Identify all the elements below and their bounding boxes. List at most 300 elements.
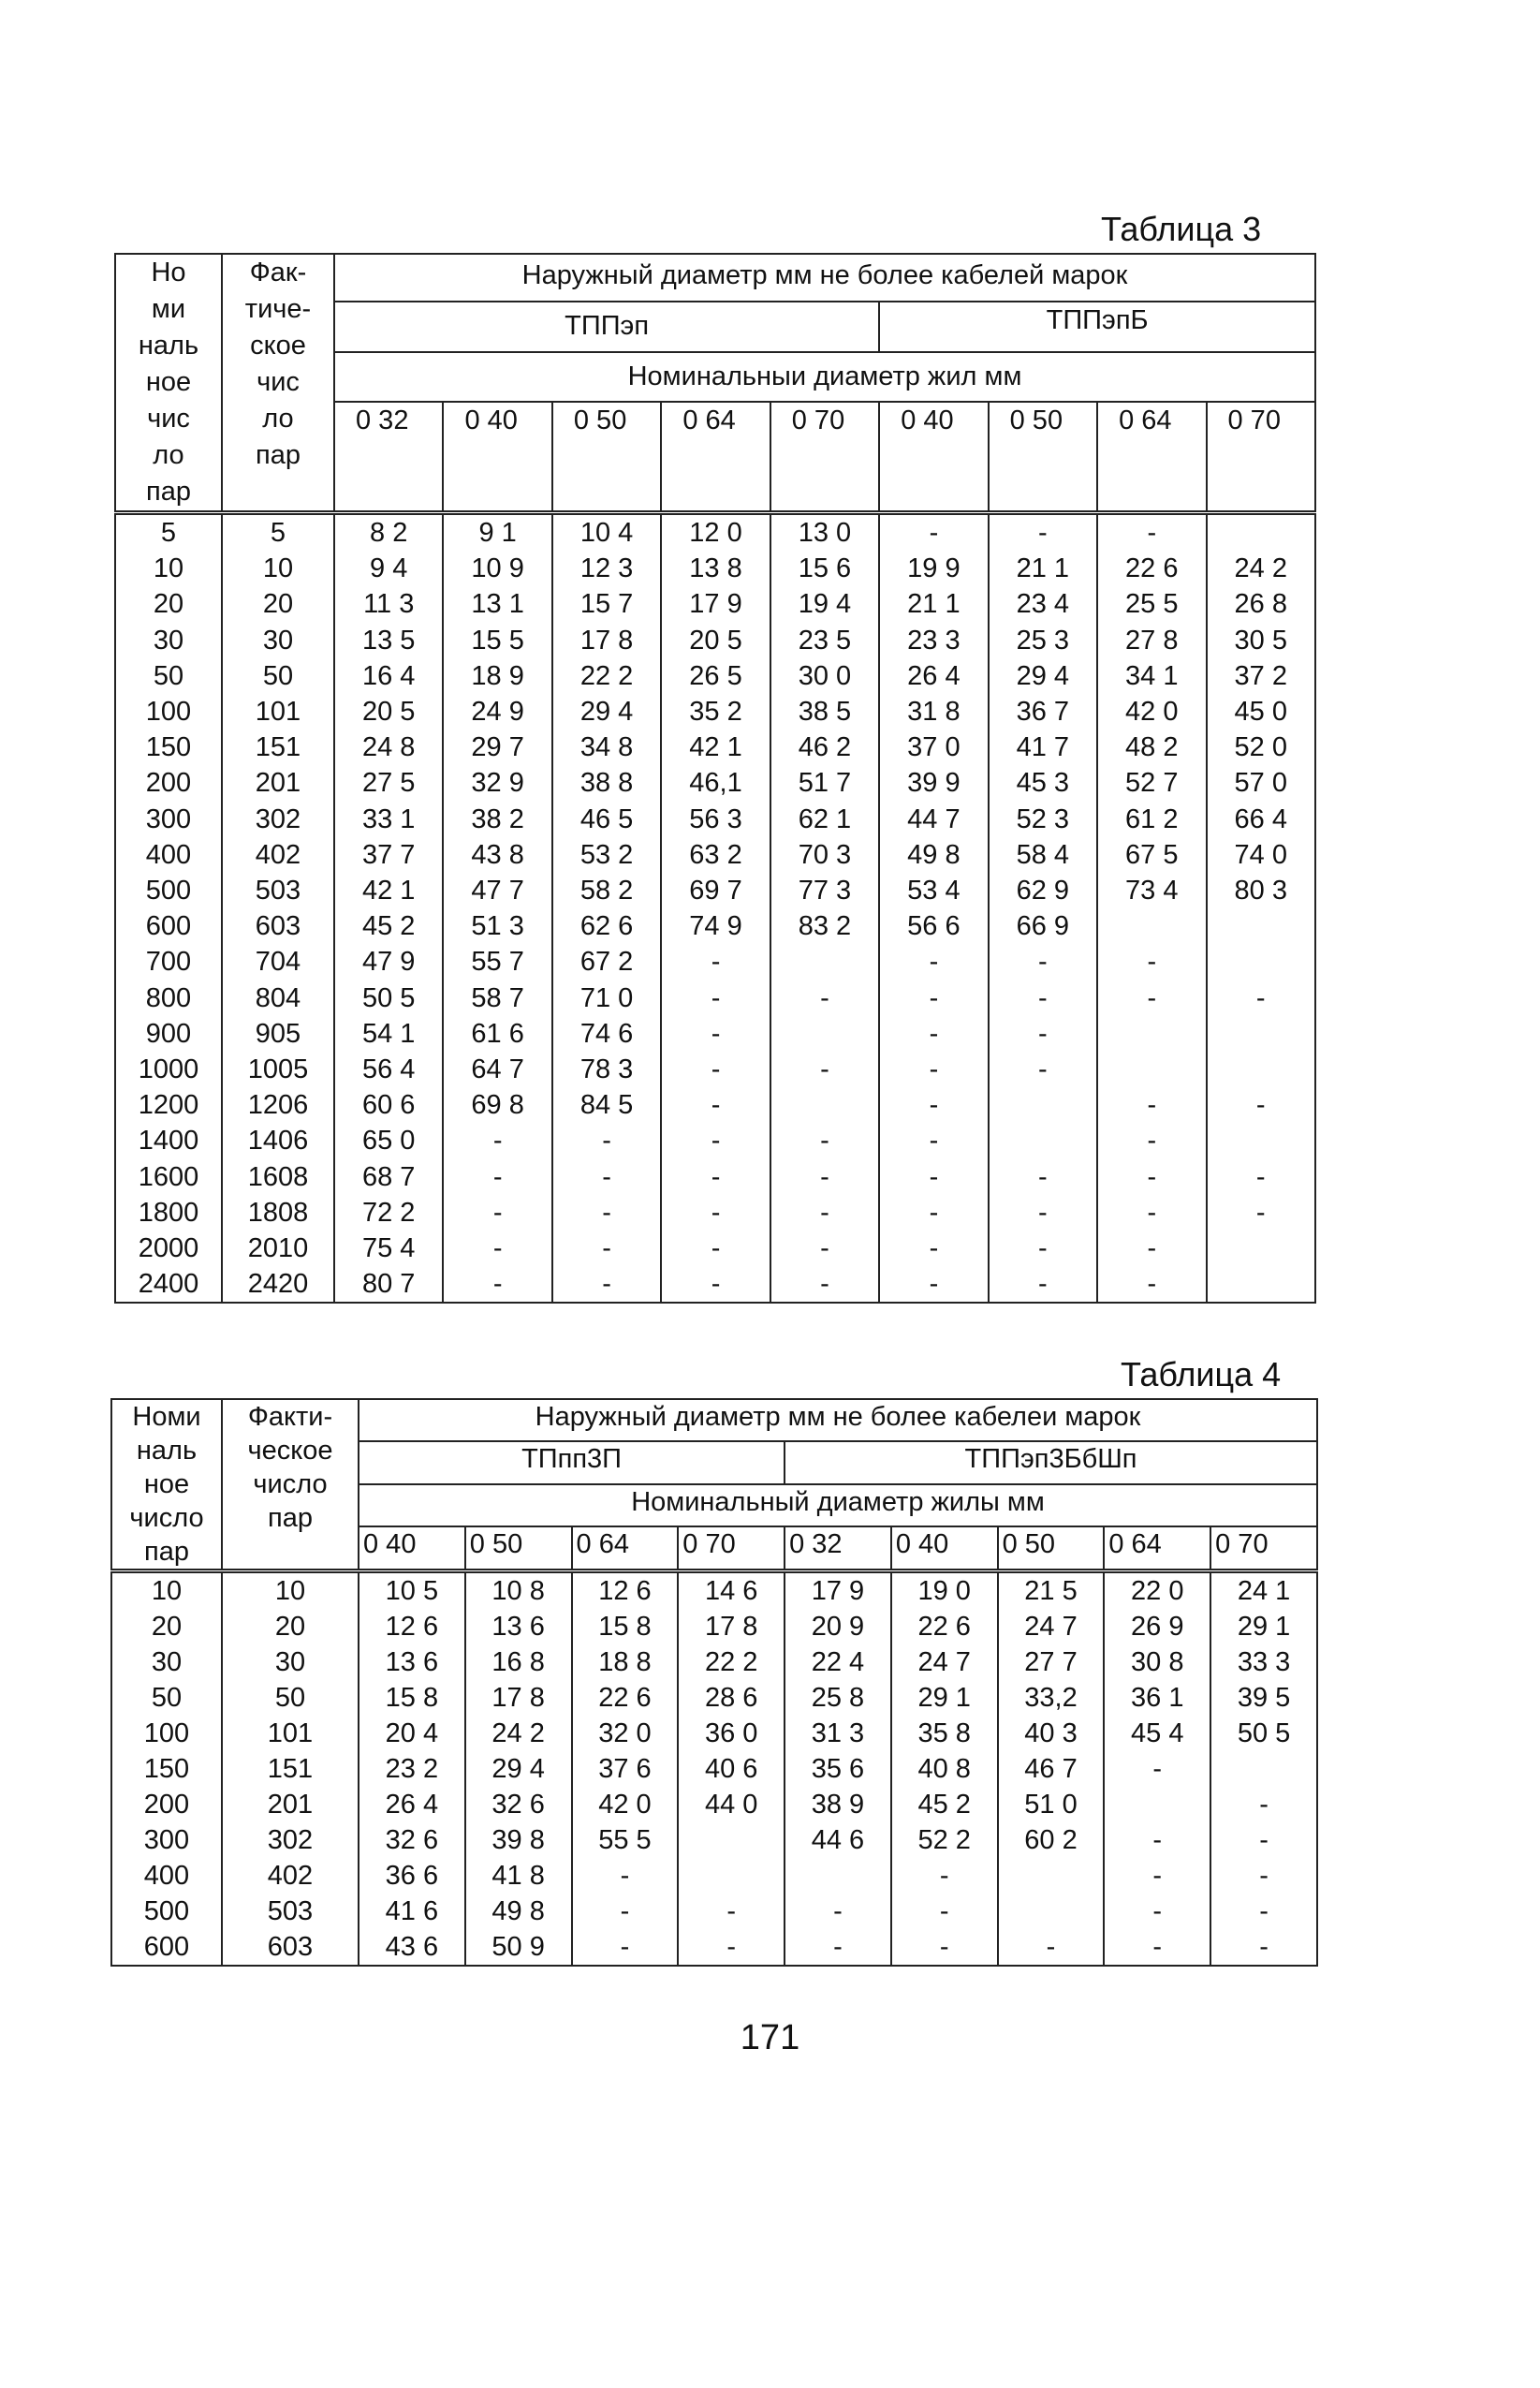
t4-cell: - bbox=[572, 1894, 679, 1929]
t4-cell: 10 bbox=[222, 1571, 359, 1610]
t4-cell: 24 7 bbox=[998, 1609, 1105, 1644]
t3-cell: 21 1 bbox=[989, 551, 1097, 586]
t3-cell: 1600 bbox=[115, 1159, 222, 1195]
t3-cell: 29 7 bbox=[443, 730, 551, 765]
t3-row bbox=[115, 730, 1315, 765]
t3-cell: 42 1 bbox=[334, 873, 443, 908]
t4-cell: 29 4 bbox=[465, 1751, 572, 1787]
t3-cell: - bbox=[989, 1195, 1097, 1231]
t4-cell: 100 bbox=[111, 1716, 222, 1751]
t4-cell: 42 0 bbox=[572, 1787, 679, 1822]
t4-cell: 22 6 bbox=[891, 1609, 998, 1644]
t3-h2-l4: ло bbox=[262, 404, 294, 434]
t4-dia-col: 0 40 bbox=[891, 1526, 998, 1570]
t3-cell: 29 4 bbox=[989, 658, 1097, 694]
t3-cell: 600 bbox=[115, 908, 222, 944]
t4-cell: 20 bbox=[222, 1609, 359, 1644]
t3-cell bbox=[1207, 1052, 1316, 1087]
t3-cell: 30 5 bbox=[1207, 623, 1316, 658]
t3-cell: 74 9 bbox=[661, 908, 770, 944]
t4-cell: 32 6 bbox=[359, 1822, 465, 1858]
t3-cell: 101 bbox=[222, 694, 334, 730]
t3-row bbox=[115, 944, 1315, 980]
t3-row bbox=[115, 1195, 1315, 1231]
t4-cell: - bbox=[785, 1929, 891, 1966]
t4-cell: 12 6 bbox=[359, 1609, 465, 1644]
t3-cell: 1400 bbox=[115, 1123, 222, 1158]
t3-h1-l4: чис bbox=[147, 404, 190, 434]
t3-cell: 55 7 bbox=[443, 944, 551, 980]
t3-cell: 700 bbox=[115, 944, 222, 980]
t3-cell: 20 bbox=[115, 586, 222, 622]
t4-cell: 25 8 bbox=[785, 1680, 891, 1716]
t4-cell: 22 2 bbox=[678, 1644, 785, 1680]
t4-cell: 20 9 bbox=[785, 1609, 891, 1644]
t3-cell: 47 9 bbox=[334, 944, 443, 980]
t4-h1-l1: наль bbox=[136, 1436, 198, 1466]
t3-cell: - bbox=[661, 1266, 770, 1303]
t3-cell: 66 4 bbox=[1207, 802, 1316, 837]
t3-cell bbox=[1207, 1231, 1316, 1266]
t4-header-brand-tppp3p: ТПпп3П bbox=[359, 1441, 785, 1483]
t4-cell: 21 5 bbox=[998, 1571, 1105, 1610]
t4-cell: 45 2 bbox=[891, 1787, 998, 1822]
t4-h1-l3: число bbox=[129, 1503, 204, 1533]
t4-cell: 50 bbox=[111, 1680, 222, 1716]
t4-row bbox=[111, 1858, 1317, 1894]
t3-row bbox=[115, 694, 1315, 730]
t3-cell: 25 3 bbox=[989, 623, 1097, 658]
t3-cell: - bbox=[879, 1052, 988, 1087]
t4-dia-col: 0 40 bbox=[359, 1526, 465, 1570]
t3-cell: - bbox=[989, 1231, 1097, 1266]
t4-cell: 13 6 bbox=[465, 1609, 572, 1644]
t3-cell: 8 2 bbox=[334, 513, 443, 552]
t4-cell: - bbox=[572, 1929, 679, 1966]
t4-cell: - bbox=[572, 1858, 679, 1894]
t3-cell: 13 8 bbox=[661, 551, 770, 586]
t4-cell: - bbox=[1104, 1822, 1210, 1858]
t3-cell: - bbox=[989, 1016, 1097, 1052]
t4-row bbox=[111, 1822, 1317, 1858]
t3-cell: - bbox=[770, 1231, 879, 1266]
t3-cell: - bbox=[989, 944, 1097, 980]
t3-cell: - bbox=[1097, 980, 1206, 1016]
t3-cell: 10 9 bbox=[443, 551, 551, 586]
t3-cell: 30 0 bbox=[770, 658, 879, 694]
t4-cell: 32 0 bbox=[572, 1716, 679, 1751]
t4-cell bbox=[1210, 1751, 1317, 1787]
t4-cell: 27 7 bbox=[998, 1644, 1105, 1680]
t4-cell: 41 8 bbox=[465, 1858, 572, 1894]
t3-cell: 58 2 bbox=[552, 873, 661, 908]
t3-cell: 400 bbox=[115, 837, 222, 873]
t3-header-nominal-diameter: Номинальныи диаметр жил мм bbox=[334, 352, 1315, 402]
t3-cell: 62 6 bbox=[552, 908, 661, 944]
table4 bbox=[110, 1398, 1318, 1967]
t3-cell: 23 3 bbox=[879, 623, 988, 658]
t3-cell: 17 8 bbox=[552, 623, 661, 658]
t4-cell: 30 bbox=[111, 1644, 222, 1680]
t3-cell: 201 bbox=[222, 765, 334, 801]
t3-dia-col: 0 64 bbox=[1097, 402, 1206, 513]
t3-cell: 56 6 bbox=[879, 908, 988, 944]
t4-cell: 24 2 bbox=[465, 1716, 572, 1751]
t3-header-brand-tppep: ТППэп bbox=[334, 302, 879, 351]
t3-cell: 70 3 bbox=[770, 837, 879, 873]
t3-header-actual-pairs bbox=[222, 254, 334, 513]
t4-cell: 40 3 bbox=[998, 1716, 1105, 1751]
t3-h2-l3: чис bbox=[257, 367, 300, 397]
t3-cell: 74 6 bbox=[552, 1016, 661, 1052]
t3-cell: 36 7 bbox=[989, 694, 1097, 730]
t3-cell: 500 bbox=[115, 873, 222, 908]
t4-h2-l0: Факти- bbox=[247, 1402, 333, 1432]
t3-cell: 57 0 bbox=[1207, 765, 1316, 801]
t3-h2-l2: ское bbox=[250, 331, 306, 361]
t3-cell: - bbox=[661, 1052, 770, 1087]
t3-cell: 77 3 bbox=[770, 873, 879, 908]
t4-cell: 50 5 bbox=[1210, 1716, 1317, 1751]
t3-cell: - bbox=[1097, 1123, 1206, 1158]
t4-cell: 35 8 bbox=[891, 1716, 998, 1751]
t3-cell: - bbox=[989, 1266, 1097, 1303]
t3-cell: 50 bbox=[222, 658, 334, 694]
t3-cell bbox=[770, 1016, 879, 1052]
t4-cell: 150 bbox=[111, 1751, 222, 1787]
t3-row bbox=[115, 513, 1315, 552]
t3-cell: - bbox=[770, 1195, 879, 1231]
t3-cell: - bbox=[661, 944, 770, 980]
t3-cell: 44 7 bbox=[879, 802, 988, 837]
t4-cell: 16 8 bbox=[465, 1644, 572, 1680]
t3-cell: 1200 bbox=[115, 1087, 222, 1123]
t3-cell: 68 7 bbox=[334, 1159, 443, 1195]
t3-cell: 15 6 bbox=[770, 551, 879, 586]
t3-row bbox=[115, 837, 1315, 873]
t4-cell: - bbox=[1104, 1929, 1210, 1966]
t4-cell: 40 8 bbox=[891, 1751, 998, 1787]
t3-cell: 150 bbox=[115, 730, 222, 765]
t4-cell: 13 6 bbox=[359, 1644, 465, 1680]
t3-cell: 38 2 bbox=[443, 802, 551, 837]
t4-cell: 29 1 bbox=[891, 1680, 998, 1716]
t3-cell: 18 9 bbox=[443, 658, 551, 694]
t3-cell: - bbox=[770, 1266, 879, 1303]
t3-cell: - bbox=[443, 1266, 551, 1303]
t3-cell: 61 6 bbox=[443, 1016, 551, 1052]
t3-cell: 1000 bbox=[115, 1052, 222, 1087]
t4-cell: 402 bbox=[222, 1858, 359, 1894]
t3-cell: 26 8 bbox=[1207, 586, 1316, 622]
t3-cell: 65 0 bbox=[334, 1123, 443, 1158]
table4-body bbox=[111, 1571, 1317, 1967]
t3-cell: 25 5 bbox=[1097, 586, 1206, 622]
t3-cell: 54 1 bbox=[334, 1016, 443, 1052]
t4-row bbox=[111, 1716, 1317, 1751]
t3-cell: - bbox=[1207, 1159, 1316, 1195]
table3-body bbox=[115, 513, 1315, 1304]
t3-cell: 56 4 bbox=[334, 1052, 443, 1087]
t3-cell: - bbox=[879, 1231, 988, 1266]
t4-cell: 50 9 bbox=[465, 1929, 572, 1966]
t3-cell: - bbox=[443, 1159, 551, 1195]
t3-cell: 1608 bbox=[222, 1159, 334, 1195]
t3-dia-col: 0 50 bbox=[552, 402, 661, 513]
t4-row bbox=[111, 1894, 1317, 1929]
t3-cell: 46 2 bbox=[770, 730, 879, 765]
t4-h1-l4: пар bbox=[144, 1537, 189, 1567]
t3-cell: 10 bbox=[222, 551, 334, 586]
t3-row bbox=[115, 802, 1315, 837]
t3-cell bbox=[1207, 1016, 1316, 1052]
t3-dia-col: 0 50 bbox=[989, 402, 1097, 513]
t3-cell: - bbox=[1207, 1195, 1316, 1231]
t3-cell bbox=[989, 1087, 1097, 1123]
t3-cell: 47 7 bbox=[443, 873, 551, 908]
t3-cell: 73 4 bbox=[1097, 873, 1206, 908]
t3-dia-col: 0 32 bbox=[334, 402, 443, 513]
t4-cell: 29 1 bbox=[1210, 1609, 1317, 1644]
t4-cell: 22 0 bbox=[1104, 1571, 1210, 1610]
t4-cell: - bbox=[678, 1929, 785, 1966]
t3-cell: 58 4 bbox=[989, 837, 1097, 873]
t3-h1-l0: Но bbox=[151, 258, 186, 287]
t3-cell: 35 2 bbox=[661, 694, 770, 730]
t4-cell: 400 bbox=[111, 1858, 222, 1894]
t3-row bbox=[115, 586, 1315, 622]
t3-cell: 66 9 bbox=[989, 908, 1097, 944]
t3-header-nominal-pairs bbox=[115, 254, 222, 513]
t4-cell: 14 6 bbox=[678, 1571, 785, 1610]
t3-cell: - bbox=[1097, 1231, 1206, 1266]
t4-cell bbox=[1104, 1787, 1210, 1822]
t4-cell: 12 6 bbox=[572, 1571, 679, 1610]
t3-cell: 9 1 bbox=[443, 513, 551, 552]
t4-cell: - bbox=[1104, 1751, 1210, 1787]
t4-cell bbox=[678, 1858, 785, 1894]
t4-cell: 31 3 bbox=[785, 1716, 891, 1751]
t3-row bbox=[115, 1123, 1315, 1158]
t3-cell: 42 1 bbox=[661, 730, 770, 765]
t3-row bbox=[115, 980, 1315, 1016]
t4-header-nominal-pairs bbox=[111, 1399, 222, 1571]
t3-cell: 12 3 bbox=[552, 551, 661, 586]
t3-cell: - bbox=[552, 1195, 661, 1231]
t3-cell: 5 bbox=[115, 513, 222, 552]
t3-cell: - bbox=[661, 980, 770, 1016]
t4-cell: 10 8 bbox=[465, 1571, 572, 1610]
t3-cell: - bbox=[1097, 1195, 1206, 1231]
t4-cell: - bbox=[1210, 1929, 1317, 1966]
t4-cell: 45 4 bbox=[1104, 1716, 1210, 1751]
t3-cell: 52 7 bbox=[1097, 765, 1206, 801]
t4-cell: 19 0 bbox=[891, 1571, 998, 1610]
t3-cell: - bbox=[661, 1016, 770, 1052]
t3-cell: 10 4 bbox=[552, 513, 661, 552]
t3-cell: 62 1 bbox=[770, 802, 879, 837]
t4-cell: 36 6 bbox=[359, 1858, 465, 1894]
t4-cell: 52 2 bbox=[891, 1822, 998, 1858]
t3-cell: 37 7 bbox=[334, 837, 443, 873]
t3-h2-l0: Фак- bbox=[249, 258, 307, 287]
t3-cell: - bbox=[443, 1231, 551, 1266]
t4-cell: - bbox=[1210, 1894, 1317, 1929]
t4-cell: - bbox=[785, 1894, 891, 1929]
t4-h2-l1: ческое bbox=[247, 1436, 333, 1466]
t4-row bbox=[111, 1751, 1317, 1787]
t3-cell: 1005 bbox=[222, 1052, 334, 1087]
t4-header-brand-tppep3bbshp: ТППэп3БбШп bbox=[785, 1441, 1317, 1483]
t3-cell: 38 5 bbox=[770, 694, 879, 730]
t3-cell: - bbox=[879, 944, 988, 980]
t3-cell: 302 bbox=[222, 802, 334, 837]
t3-cell: 45 0 bbox=[1207, 694, 1316, 730]
t3-row bbox=[115, 658, 1315, 694]
t3-dia-col: 0 40 bbox=[443, 402, 551, 513]
t3-cell: 80 7 bbox=[334, 1266, 443, 1303]
t3-cell bbox=[770, 1087, 879, 1123]
t3-header-brand-tppepb: ТППэпБ bbox=[879, 302, 1315, 351]
t4-cell: 17 9 bbox=[785, 1571, 891, 1610]
t3-cell: 52 3 bbox=[989, 802, 1097, 837]
t4-cell bbox=[998, 1894, 1105, 1929]
t3-row bbox=[115, 1087, 1315, 1123]
t3-cell: 2400 bbox=[115, 1266, 222, 1303]
t4-cell: 30 bbox=[222, 1644, 359, 1680]
t3-cell: 31 8 bbox=[879, 694, 988, 730]
t3-cell: 11 3 bbox=[334, 586, 443, 622]
t4-cell: 26 4 bbox=[359, 1787, 465, 1822]
t3-cell: 69 8 bbox=[443, 1087, 551, 1123]
t3-cell bbox=[1097, 908, 1206, 944]
t3-cell: 50 5 bbox=[334, 980, 443, 1016]
t3-cell: 2010 bbox=[222, 1231, 334, 1266]
t4-cell bbox=[678, 1822, 785, 1858]
t3-cell: 72 2 bbox=[334, 1195, 443, 1231]
t4-row bbox=[111, 1680, 1317, 1716]
t3-cell: 23 4 bbox=[989, 586, 1097, 622]
t4-cell: 503 bbox=[222, 1894, 359, 1929]
t3-cell: 50 bbox=[115, 658, 222, 694]
t3-cell: 51 7 bbox=[770, 765, 879, 801]
t3-cell: 84 5 bbox=[552, 1087, 661, 1123]
t3-cell: - bbox=[879, 1195, 988, 1231]
t3-cell: 80 3 bbox=[1207, 873, 1316, 908]
t3-cell: 67 5 bbox=[1097, 837, 1206, 873]
t4-cell: - bbox=[891, 1894, 998, 1929]
t3-row bbox=[115, 1052, 1315, 1087]
t3-cell: 51 3 bbox=[443, 908, 551, 944]
t3-h2-l5: пар bbox=[256, 440, 301, 470]
t3-row bbox=[115, 873, 1315, 908]
t4-h1-l2: ное bbox=[143, 1469, 190, 1499]
t3-cell: - bbox=[1097, 1266, 1206, 1303]
t4-header-nominal-diameter: Номинальный диаметр жилы мм bbox=[359, 1484, 1317, 1526]
t3-cell: - bbox=[770, 1123, 879, 1158]
t4-cell: - bbox=[891, 1929, 998, 1966]
t4-cell: 24 7 bbox=[891, 1644, 998, 1680]
t4-header-actual-pairs bbox=[222, 1399, 359, 1571]
t3-cell: - bbox=[879, 1016, 988, 1052]
t3-cell bbox=[1207, 944, 1316, 980]
t3-cell: 78 3 bbox=[552, 1052, 661, 1087]
t3-cell: 74 0 bbox=[1207, 837, 1316, 873]
t3-cell: 704 bbox=[222, 944, 334, 980]
t3-cell: 48 2 bbox=[1097, 730, 1206, 765]
t3-h1-l2: наль bbox=[138, 331, 199, 361]
t4-cell bbox=[998, 1858, 1105, 1894]
t3-cell: 13 0 bbox=[770, 513, 879, 552]
t3-cell: - bbox=[552, 1266, 661, 1303]
t4-cell: 39 5 bbox=[1210, 1680, 1317, 1716]
t4-dia-col: 0 50 bbox=[465, 1526, 572, 1570]
t3-cell: 38 8 bbox=[552, 765, 661, 801]
t4-cell bbox=[785, 1858, 891, 1894]
t4-h2-l2: число bbox=[253, 1469, 328, 1499]
t4-dia-col: 0 70 bbox=[1210, 1526, 1317, 1570]
t4-cell: 17 8 bbox=[465, 1680, 572, 1716]
t3-cell: 26 5 bbox=[661, 658, 770, 694]
t3-h1-l3: ное bbox=[145, 367, 192, 397]
t4-cell: 32 6 bbox=[465, 1787, 572, 1822]
t3-h2-l1: тиче- bbox=[244, 294, 312, 324]
t3-cell: 45 3 bbox=[989, 765, 1097, 801]
table3-caption: Таблица 3 bbox=[1101, 210, 1262, 248]
t4-cell: 20 4 bbox=[359, 1716, 465, 1751]
t3-cell: 62 9 bbox=[989, 873, 1097, 908]
t4-row bbox=[111, 1929, 1317, 1966]
t3-cell: - bbox=[661, 1123, 770, 1158]
t3-cell: 15 7 bbox=[552, 586, 661, 622]
t4-cell: - bbox=[1210, 1858, 1317, 1894]
t4-cell: 603 bbox=[222, 1929, 359, 1966]
t4-header-outer-diameter: Наружный диаметр мм не более кабелеи марок bbox=[359, 1399, 1317, 1441]
t4-cell: 15 8 bbox=[359, 1680, 465, 1716]
t4-dia-col: 0 64 bbox=[1104, 1526, 1210, 1570]
t3-cell: 10 bbox=[115, 551, 222, 586]
t3-header-outer-diameter: Наружный диаметр мм не более кабелей марок bbox=[334, 254, 1315, 302]
t3-dia-col: 0 70 bbox=[1207, 402, 1316, 513]
t3-cell: 24 9 bbox=[443, 694, 551, 730]
t3-cell: 33 1 bbox=[334, 802, 443, 837]
t3-cell: 12 0 bbox=[661, 513, 770, 552]
t4-dia-col: 0 70 bbox=[678, 1526, 785, 1570]
t3-cell: 800 bbox=[115, 980, 222, 1016]
t3-cell: 39 9 bbox=[879, 765, 988, 801]
t3-cell: 64 7 bbox=[443, 1052, 551, 1087]
t3-cell: 24 2 bbox=[1207, 551, 1316, 586]
t3-cell: 17 9 bbox=[661, 586, 770, 622]
t4-cell: - bbox=[1104, 1858, 1210, 1894]
t4-cell: 35 6 bbox=[785, 1751, 891, 1787]
t4-cell: 41 6 bbox=[359, 1894, 465, 1929]
t3-cell: 52 0 bbox=[1207, 730, 1316, 765]
t3-cell: 19 9 bbox=[879, 551, 988, 586]
t3-h1-l6: пар bbox=[146, 477, 191, 507]
t3-dia-col: 0 40 bbox=[879, 402, 988, 513]
t4-cell: 20 bbox=[111, 1609, 222, 1644]
t3-cell: 804 bbox=[222, 980, 334, 1016]
t3-cell: 37 2 bbox=[1207, 658, 1316, 694]
t3-cell: 200 bbox=[115, 765, 222, 801]
t3-row bbox=[115, 551, 1315, 586]
t3-cell: 22 2 bbox=[552, 658, 661, 694]
t4-cell: 50 bbox=[222, 1680, 359, 1716]
t3-cell: 34 8 bbox=[552, 730, 661, 765]
t4-cell: 18 8 bbox=[572, 1644, 679, 1680]
t3-cell: 71 0 bbox=[552, 980, 661, 1016]
